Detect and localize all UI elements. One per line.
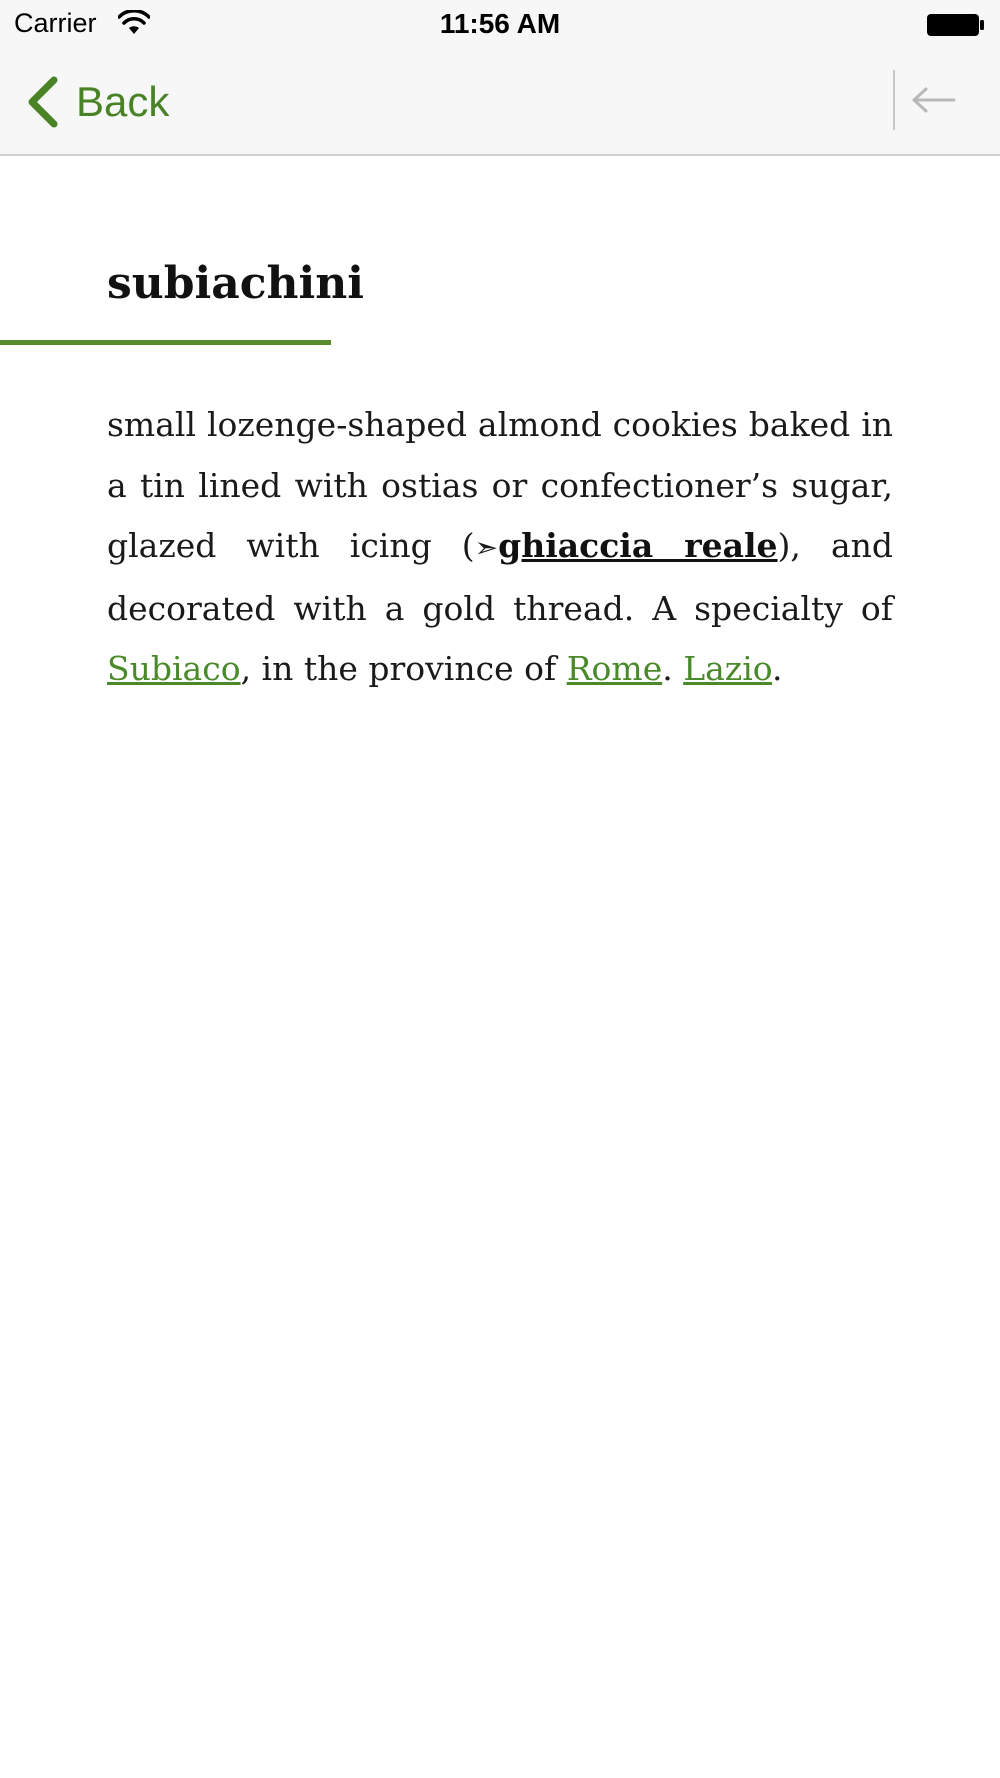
- definition-text: small lozenge-shaped almond cookies baked in a tin lined with ostias or confectioner’s sugar, glazed with icing (: [107, 405, 893, 565]
- cross-reference-link-ghiaccia-reale[interactable]: ghiaccia reale: [498, 526, 778, 565]
- cross-reference-arrow-icon: ➣: [474, 531, 499, 564]
- link-subiaco[interactable]: Subiaco: [107, 649, 241, 688]
- nav-divider: [893, 70, 895, 130]
- definition-text: , in the province of: [240, 649, 567, 688]
- definition-text: .: [662, 649, 684, 688]
- link-lazio[interactable]: Lazio: [683, 649, 773, 688]
- carrier-label: Carrier: [14, 8, 97, 38]
- back-label: Back: [76, 78, 170, 125]
- title-underline: [0, 340, 331, 345]
- back-button[interactable]: [26, 74, 169, 130]
- chevron-left-icon: [26, 76, 62, 128]
- status-bar: [0, 0, 1000, 50]
- arrow-left-icon[interactable]: [900, 72, 970, 128]
- definition-text: .: [772, 649, 783, 688]
- entry-title: subiachini: [107, 258, 364, 309]
- definition-text: ), and decorated with a gold thread. A specialty of: [107, 526, 893, 628]
- navigation-bar: [0, 50, 1000, 156]
- link-rome[interactable]: Rome: [566, 649, 663, 688]
- battery-icon: [926, 12, 986, 38]
- entry-definition: [107, 395, 893, 700]
- status-time: 11:56 AM: [439, 8, 561, 39]
